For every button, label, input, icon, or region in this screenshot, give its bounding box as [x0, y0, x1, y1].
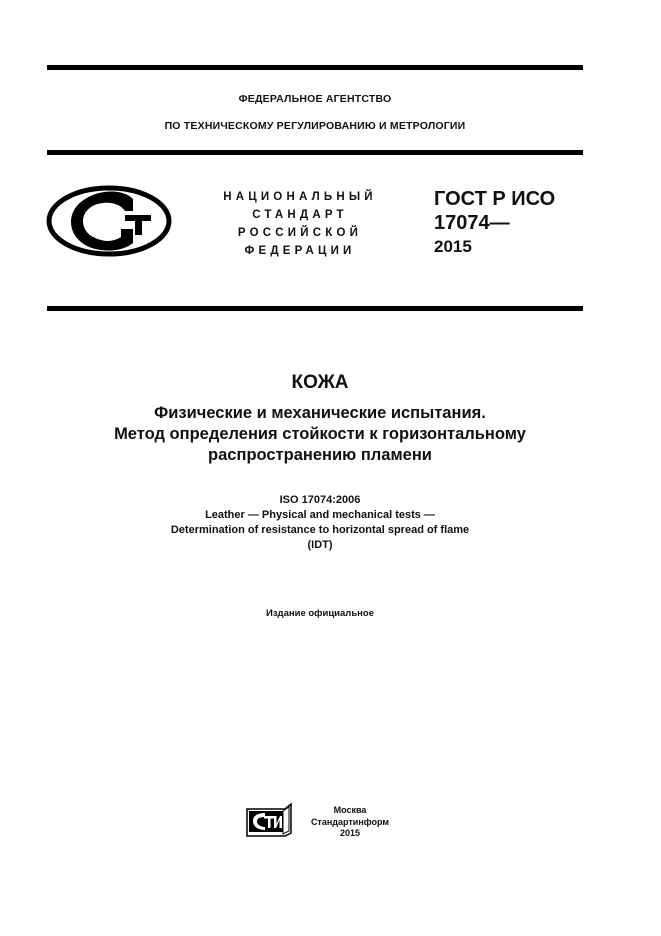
document-title: КОЖА [291, 372, 349, 393]
standard-designation [434, 187, 555, 259]
document-subtitle [40, 403, 600, 466]
subtitle-line-2: Метод определения стойкости к горизонтальному [114, 425, 526, 443]
designation-line-1: ГОСТ Р ИСО [434, 188, 556, 210]
designation-year: 2015 [434, 237, 472, 256]
block-rule [47, 306, 583, 311]
iso-title-line-2: Determination of resistance to horizontal spread of flame [170, 524, 470, 536]
agency-line-1: ФЕДЕРАЛЬНОЕ АГЕНТСТВО [238, 93, 392, 105]
subtitle-line-3: распространению пламени [208, 446, 432, 464]
header-rule [47, 150, 583, 155]
national-line-3: РОССИЙСКОЙ [237, 227, 363, 239]
standartinform-logo-icon [245, 803, 295, 837]
iso-code: ISO 17074:2006 [279, 494, 361, 506]
agency-line-2: ПО ТЕХНИЧЕСКОМУ РЕГУЛИРОВАНИЮ И МЕТРОЛОГИИ [164, 120, 466, 132]
iso-title-line-1: Leather — Physical and mechanical tests — [205, 509, 435, 521]
publisher-info [300, 805, 400, 840]
subtitle-line-1: Физические и механические испытания. [154, 404, 486, 422]
iso-equivalence: (IDT) [307, 539, 333, 551]
national-standard-label [212, 188, 388, 260]
edition-label: Издание официальное [266, 608, 374, 619]
rst-logo-icon [45, 185, 173, 257]
top-rule [47, 65, 583, 70]
publisher-city: Москва [333, 805, 367, 815]
publisher-year: 2015 [339, 828, 361, 838]
national-line-1: НАЦИОНАЛЬНЫЙ [223, 191, 377, 203]
national-line-2: СТАНДАРТ [252, 209, 348, 221]
national-line-4: ФЕДЕРАЦИИ [244, 245, 356, 257]
publisher-name: Стандартинформ [310, 816, 390, 827]
iso-reference [100, 493, 540, 553]
designation-line-2: 17074— [434, 212, 510, 234]
